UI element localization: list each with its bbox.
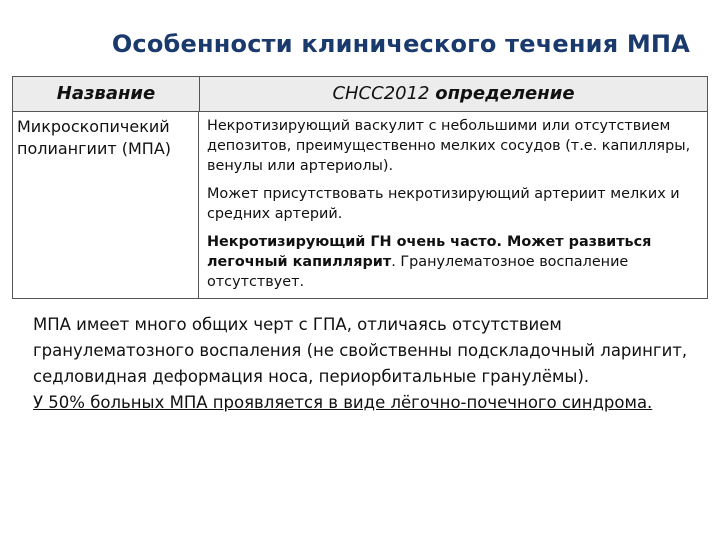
definition-para-3-bold: Некротизирующий ГН очень часто. Может развиться легочный капиллярит [207,234,652,270]
definition-para-3-rest: . Гранулематозное воспаление отсутствует. [207,254,629,290]
header-name: Название [13,77,200,111]
header-definition-bold: определение [435,83,575,104]
disease-name-cell [13,112,199,298]
table-row [13,112,707,298]
header-definition-prefix: CHCC2012 [332,83,436,104]
bottom-note-2: У 50% больных МПА проявляется в виде лёгочно-почечного синдрома. [33,393,653,412]
definition-para-3 [207,232,701,292]
disease-name-line2: полиангиит (МПА) [17,139,172,158]
slide-title: Особенности клинического течения МПА [111,30,690,58]
definition-cell [199,112,707,298]
table-header [13,77,707,112]
definition-para-1: Некротизирующий васкулит с небольшими или отсутствием депозитов, преимущественно мелких сосудов (т.е. капилляры, венулы или артериолы). [207,118,691,174]
bottom-note-1: МПА имеет много общих черт с ГПА, отличаясь отсутствием гранулематозного воспаления (не свойственны подскладочный ларингит, седловидная деформация носа, периорбитальные гранулёмы). [33,315,688,386]
bottom-notes [33,312,703,416]
definition-table [12,76,708,299]
definition-para-2: Может присутствовать некротизирующий артериит мелких и средних артерий. [207,186,680,222]
disease-name-line1: Микроскопичекий [17,117,170,136]
header-definition [200,77,707,111]
